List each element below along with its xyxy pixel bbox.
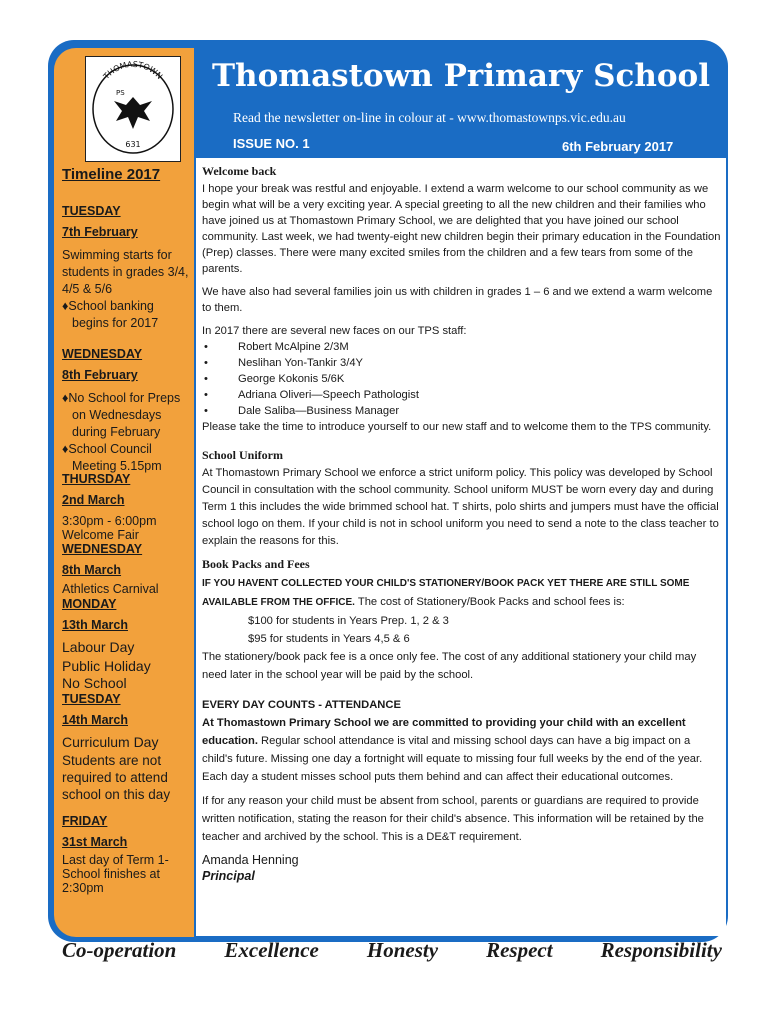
value-word: Excellence: [224, 938, 319, 962]
timeline-day: TUESDAY: [62, 692, 121, 706]
timeline-date: 13th March: [62, 618, 128, 632]
timeline-text: Swimming starts for students in grades 3/4, 4/5 & 5/6: [62, 248, 189, 296]
signature-name: Amanda Henning: [202, 853, 299, 867]
timeline-title: Timeline 2017: [62, 166, 161, 183]
value-word: Honesty: [366, 938, 439, 962]
value-word: Responsibility: [600, 938, 722, 962]
section-heading: EVERY DAY COUNTS - ATTENDANCE: [202, 699, 401, 711]
section-heading: Book Packs and Fees: [202, 557, 310, 571]
paragraph: At Thomastown Primary School we enforce a strict uniform policy. This policy was developed by School Council in consultation with the school community. School uniform MUST be worn every day and during Term 1 this includes the wide brimmed school hat. T shirts, polo shirts and jumpers must have the official school logo on them. If your child is not in school uniform you need to send a note to the class teacher to explain the reasons for this.: [202, 467, 719, 547]
paragraph: At Thomastown Primary School we are committed to providing your child with an excellent education. Regular school attendance is vital and missing school days can have a big impact on a child's future. Missing one day a fortnight will equate to missing four full weeks by the end of the year. Each day a student misses school puts them behind and can affect their educational outcomes.: [202, 717, 703, 783]
timeline-day: WEDNESDAY: [62, 542, 143, 556]
timeline-bullet: ♦No School for Preps on Wednesdays during February: [62, 391, 181, 439]
timeline-date: 31st March: [62, 835, 128, 849]
svg-text:THOMASTOWN: [101, 60, 164, 82]
issue-date: 6th February 2017: [562, 139, 674, 154]
paragraph: IF YOU HAVENT COLLECTED YOUR CHILD'S STATIONERY/BOOK PACK YET THERE ARE STILL SOME AVAILABLE FROM THE OFFICE. The cost of Stationery/Book Packs and school fees is:: [202, 578, 690, 608]
paragraph: We have also had several families join us with children in grades 1 – 6 and we extend a warm welcome to them.: [202, 286, 713, 314]
issue-number: ISSUE NO. 1: [233, 136, 310, 151]
paragraph: Please take the time to introduce yourself to our new staff and to welcome them to the TPS community.: [202, 421, 712, 433]
timeline-date: 7th February: [62, 225, 138, 239]
school-title: Thomastown Primary School: [211, 58, 710, 94]
timeline-day: WEDNESDAY: [62, 347, 143, 361]
newsletter-url-line: Read the newsletter on-line in colour at - www.thomastownps.vic.edu.au: [233, 110, 626, 125]
timeline-date: 8th March: [62, 563, 122, 577]
list-item: • Robert McAlpine 2/3M: [202, 339, 722, 355]
list-item: • Dale Saliba—Business Manager: [202, 403, 722, 419]
timeline-day: TUESDAY: [62, 204, 121, 218]
value-word: Co-operation: [62, 938, 177, 962]
timeline-text: Athletics Carnival: [62, 582, 159, 596]
logo-ps-text: PS: [116, 89, 125, 97]
timeline-day: THURSDAY: [62, 472, 131, 486]
list-item: • Adriana Oliveri—Speech Pathologist: [202, 387, 722, 403]
school-crest-icon: [86, 57, 180, 161]
timeline-text: Students are not required to attend school on this day: [62, 753, 171, 802]
school-values: [62, 938, 722, 963]
timeline-date: 14th March: [62, 713, 128, 727]
timeline-day: MONDAY: [62, 597, 117, 611]
signature-role: Principal: [202, 869, 255, 883]
paragraph: If for any reason your child must be absent from school, parents or guardians are required to provide written notification, stating the reason for their child's absence. This information will be retained by the teacher and archived by the school. This is a DE&T requirement.: [202, 795, 704, 843]
school-logo: [85, 56, 181, 162]
timeline-text: Curriculum Day: [62, 734, 159, 750]
timeline-text: 3:30pm - 6:00pm: [62, 514, 157, 528]
fee-line: $100 for students in Years Prep. 1, 2 & 3: [248, 615, 449, 627]
staff-list: [202, 339, 722, 419]
timeline-text: Welcome Fair: [62, 528, 139, 542]
logo-number-text: 631: [125, 140, 141, 149]
paragraph: I hope your break was restful and enjoyable. I extend a warm welcome to our school community as we begin what will be a very exciting year. A special greeting to all the new children and their families who have joined us at Thomastown Primary School, we are delighted that you have joined our school community. Last week, we had twenty-eight new children begin their primary education in the Foundation (Prep) classes. There were many excited smiles from the children and a few tears from some of the parents.: [202, 183, 721, 275]
list-item: • Neslihan Yon-Tankir 3/4Y: [202, 355, 722, 371]
section-heading: School Uniform: [202, 448, 283, 462]
paragraph: In 2017 there are several new faces on our TPS staff:: [202, 325, 467, 337]
fee-line: $95 for students in Years 4,5 & 6: [248, 633, 410, 645]
timeline-text: Last day of Term 1- School finishes at 2:30pm: [62, 853, 169, 895]
timeline-text: No School: [62, 675, 127, 691]
timeline-bullet: ♦School Council Meeting 5.15pm: [62, 442, 162, 473]
paragraph: The stationery/book pack fee is a once only fee. The cost of any additional stationery your child may need later in the school year will be paid by the school.: [202, 651, 697, 681]
section-heading: Welcome back: [202, 164, 277, 178]
newsletter-body: [202, 163, 722, 884]
timeline-text: Public Holiday: [62, 658, 151, 674]
timeline-date: 8th February: [62, 368, 138, 382]
timeline-text: Labour Day: [62, 639, 135, 655]
value-word: Respect: [486, 938, 553, 962]
list-item: • George Kokonis 5/6K: [202, 371, 722, 387]
logo-top-text: THOMASTOWN: [101, 59, 165, 81]
timeline-date: 2nd March: [62, 493, 125, 507]
timeline-day: FRIDAY: [62, 814, 108, 828]
timeline: [62, 166, 190, 895]
timeline-bullet: ♦School banking begins for 2017: [62, 299, 159, 330]
